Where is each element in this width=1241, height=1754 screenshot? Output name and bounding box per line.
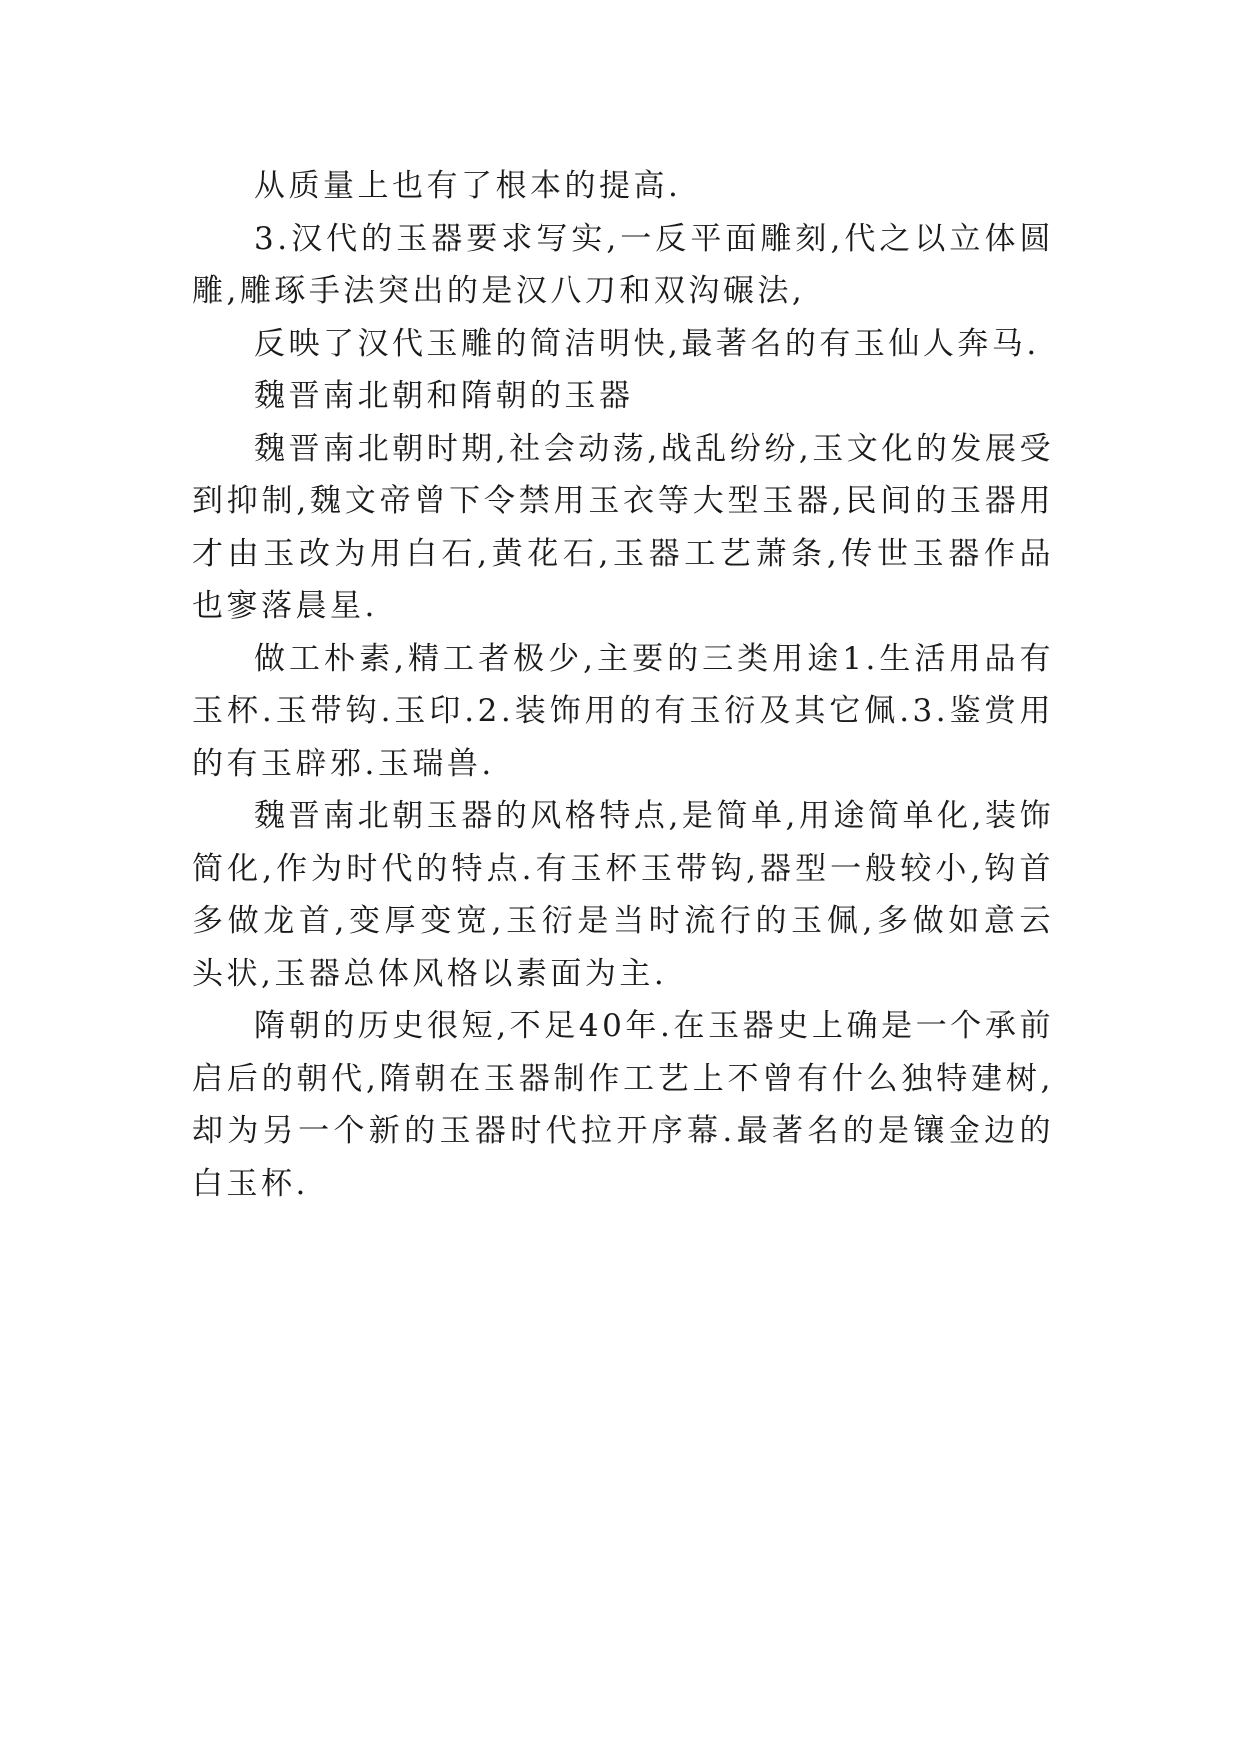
paragraph: 做工朴素,精工者极少,主要的三类用途1.生活用品有玉杯.玉带钩.玉印.2.装饰用的有玉衍及其它佩.3.鉴赏用的有玉辟邪.玉瑞兽. bbox=[192, 640, 1054, 782]
section-heading: 魏晋南北朝和隋朝的玉器 bbox=[254, 378, 634, 414]
paragraph: 隋朝的历史很短,不足40年.在玉器史上确是一个承前启后的朝代,隋朝在玉器制作工艺上不曾有什么独特建树,却为另一个新的玉器时代拉开序幕.最著名的是镶金边的白玉杯. bbox=[192, 1008, 1054, 1202]
paragraph: 魏晋南北朝时期,社会动荡,战乱纷纷,玉文化的发展受到抑制,魏文帝曾下令禁用玉衣等大型玉器,民间的玉器用才由玉改为用白石,黄花石,玉器工艺萧条,传世玉器作品也寥落晨星. bbox=[192, 430, 1054, 624]
paragraph: 反映了汉代玉雕的简洁明快,最著名的有玉仙人奔马. bbox=[254, 325, 1040, 362]
paragraph: 魏晋南北朝玉器的风格特点,是简单,用途简单化,装饰简化,作为时代的特点.有玉杯玉带钩,器型一般较小,钩首多做龙首,变厚变宽,玉衍是当时流行的玉佩,多做如意云头状,玉器总体风格以素面为主. bbox=[192, 798, 1054, 992]
paragraph: 从质量上也有了根本的提高. bbox=[254, 168, 682, 204]
body-text bbox=[192, 160, 1054, 1210]
paragraph: 3.汉代的玉器要求写实,一反平面雕刻,代之以立体圆雕,雕琢手法突出的是汉八刀和双沟碾法, bbox=[192, 220, 1054, 309]
